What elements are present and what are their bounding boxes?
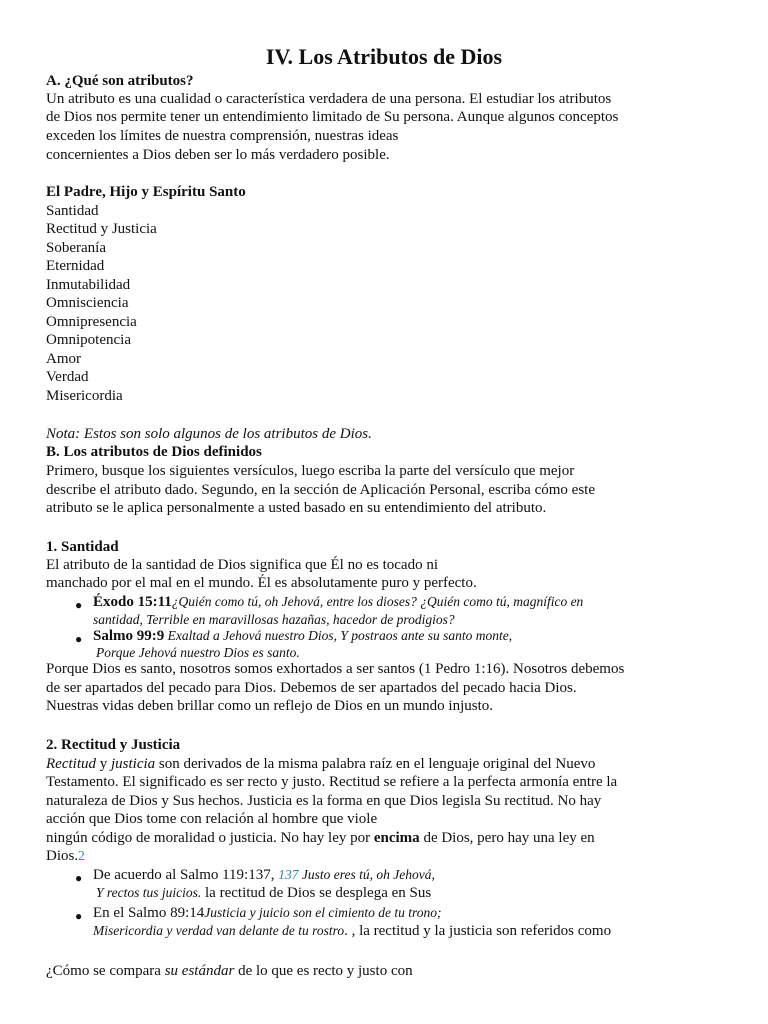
verse-bullet [93, 866, 435, 885]
section-b-heading: B. Los atributos de Dios definidos [46, 444, 262, 460]
verse-text: Exaltad a Jehová nuestro Dios, Y postraos ante su santo monte, [164, 628, 513, 643]
list-item: Verdad [46, 369, 89, 385]
verse-text: Misericordia y verdad van delante de tu rostro [93, 923, 345, 938]
text-run: de lo que es recto y justo con [234, 963, 413, 979]
verse-bullet [93, 627, 512, 646]
paragraph-line: exceden los límites de nuestra comprensión, nuestras ideas [46, 128, 399, 144]
paragraph-line: de Dios nos permite tener un entendimiento limitado de Su persona. Aunque algunos conceptos [46, 109, 619, 125]
note-text: Nota: Estos son solo algunos de los atributos de Dios. [46, 426, 372, 442]
list-item: Rectitud y Justicia [46, 221, 157, 237]
paragraph-line: El atributo de la santidad de Dios significa que Él no es tocado ni [46, 557, 438, 573]
verse-text: ¿Quién como tú, oh Jehová, entre los dioses? ¿Quién como tú, magnífico en [171, 594, 584, 609]
bullet-icon: ● [75, 871, 83, 885]
emphasis-word: Rectitud [46, 756, 96, 772]
text-run: De acuerdo al Salmo 119:137, [93, 867, 279, 883]
paragraph-line: acción que Dios tome con relación al hombre que viole [46, 811, 378, 827]
paragraph-line: Primero, busque los siguientes versículos, luego escriba la parte del versículo que mejor [46, 463, 575, 479]
verse-text: Porque Jehová nuestro Dios es santo. [96, 645, 300, 660]
list-item: Amor [46, 351, 81, 367]
bullet-icon: ● [75, 909, 83, 923]
paragraph-line [46, 962, 413, 981]
paragraph-line: Un atributo es una cualidad o característica verdadera de una persona. El estudiar los atributos [46, 91, 612, 107]
text-run: ¿Cómo se compara [46, 963, 165, 979]
paragraph-line: describe el atributo dado. Segundo, en la sección de Aplicación Personal, escriba cómo este [46, 482, 595, 498]
list-item: Soberanía [46, 240, 106, 256]
text-run: Dios. [46, 848, 79, 864]
text-run: son derivados de la misma palabra raíz en el lenguaje original del Nuevo [155, 756, 596, 772]
verse-text: Justicia y juicio son el cimiento de tu trono; [204, 905, 442, 920]
paragraph-line: naturaleza de Dios y Sus hechos. Justicia es la forma en que Dios legisla Su rectitud. No hay [46, 793, 602, 809]
attributes-list-heading: El Padre, Hijo y Espíritu Santo [46, 184, 246, 200]
bullet-icon: ● [75, 632, 83, 646]
paragraph-line: Nuestras vidas deben brillar como un reflejo de Dios en un mundo injusto. [46, 698, 493, 714]
verse-text: santidad, Terrible en maravillosas hazañas, hacedor de prodigios? [93, 612, 455, 627]
paragraph-line: Testamento. El significado es ser recto y justo. Rectitud se refiere a la perfecta armonía entre la [46, 774, 618, 790]
footnote-link[interactable]: 2 [78, 848, 85, 863]
list-item: Inmutabilidad [46, 277, 131, 293]
bullet-icon: ● [75, 598, 83, 612]
verse-number-link[interactable]: 137 [278, 867, 299, 882]
list-item: Omnisciencia [46, 295, 129, 311]
paragraph-line: Porque Dios es santo, nosotros somos exhortados a ser santos (1 Pedro 1:16). Nosotros debemos [46, 661, 625, 677]
paragraph-line: manchado por el mal en el mundo. Él es absolutamente puro y perfecto. [46, 575, 477, 591]
santidad-heading: 1. Santidad [46, 539, 119, 555]
emphasis-word: encima [373, 830, 420, 846]
list-item: Omnipresencia [46, 314, 137, 330]
list-item: Omnipotencia [46, 332, 131, 348]
text-run: ningún código de moralidad o justicia. No hay ley por [46, 830, 374, 846]
text-run: la rectitud de Dios se desplega en Sus [201, 885, 432, 901]
verse-continuation [96, 884, 431, 903]
verse-text: Justo eres tú, oh Jehová, [298, 867, 435, 882]
paragraph-line: concernientes a Dios deben ser lo más verdadero posible. [46, 147, 390, 163]
page-title: IV. Los Atributos de Dios [265, 44, 503, 69]
paragraph-line: de ser apartados del pecado para Dios. Debemos de ser apartados del pecado hacia Dios. [46, 680, 577, 696]
text-run: de Dios, pero hay una ley en [419, 830, 595, 846]
list-item: Santidad [46, 203, 99, 219]
text-run: En el Salmo 89:14 [93, 905, 205, 921]
text-run: y [95, 756, 111, 772]
list-item: Misericordia [46, 388, 123, 404]
emphasis-word: su estándar [164, 963, 235, 979]
paragraph-line: atributo se le aplica personalmente a usted basado en su entendimiento del atributo. [46, 500, 547, 516]
verse-reference: Salmo 99:9 [93, 628, 165, 644]
emphasis-word: justicia [110, 756, 156, 772]
text-run: . , la rectitud y la justicia son referidos como [344, 923, 612, 939]
paragraph-line [46, 829, 595, 848]
verse-text: Y rectos tus juicios. [96, 885, 202, 900]
verse-bullet [93, 593, 583, 612]
rectitud-heading: 2. Rectitud y Justicia [46, 737, 181, 753]
section-a-heading: A. ¿Qué son atributos? [46, 73, 194, 89]
verse-bullet [93, 904, 441, 923]
paragraph-line [46, 755, 595, 774]
verse-reference: Éxodo 15:11 [93, 594, 172, 610]
paragraph-line [46, 847, 85, 866]
list-item: Eternidad [46, 258, 105, 274]
verse-continuation [93, 922, 611, 941]
